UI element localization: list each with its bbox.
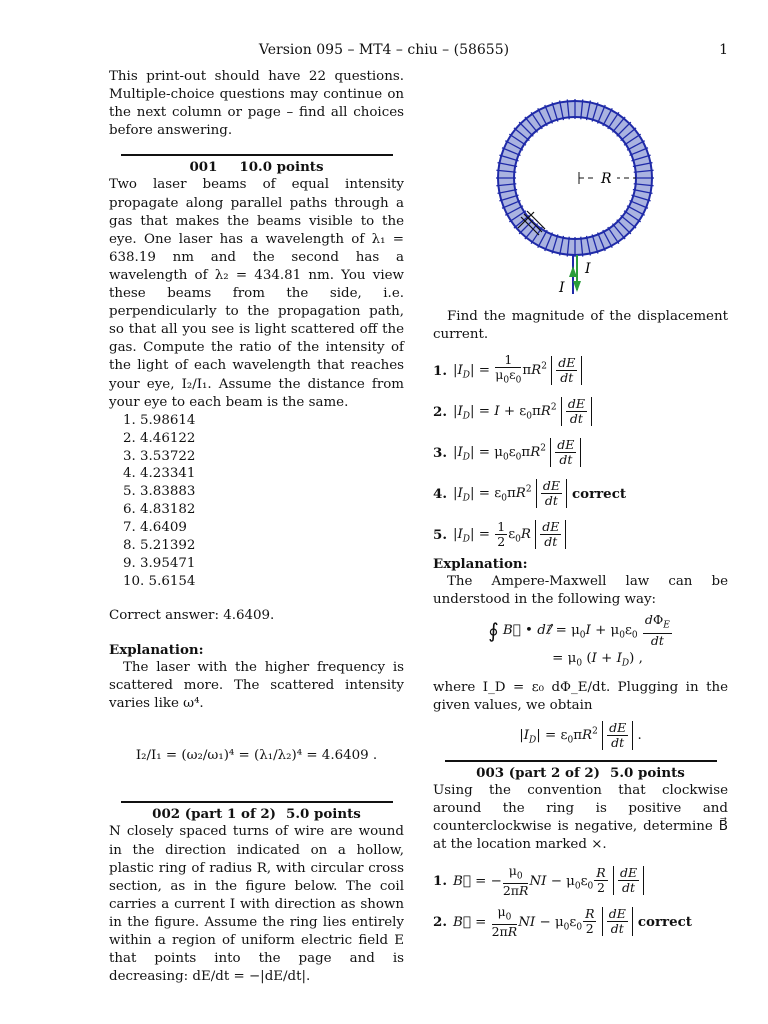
q001-choice[interactable]: 10. 5.6154 xyxy=(123,573,196,589)
correct-badge: correct xyxy=(571,485,627,502)
q001-points: 10.0 points xyxy=(239,159,324,176)
left-column xyxy=(109,68,404,986)
q003-body: Using the convention that clockwise around the ring is positive and counterclockwise is negative, determine B⃗ at the location marked ×. xyxy=(433,782,728,853)
q001-body: Two laser beams of equal intensity propagate along parallel paths through a gas that makes the beams visible to the eye. One laser has a wavelength of λ₁ = 638.19 nm and the second has a wavelength of λ₂ = 434.81 nm. You view these beams from the side, i.e. perpendicularly to the propagation path, so that all you see is light scattered off the gas. Compute the ratio of the intensity of the light of each wavelength that reaches your eye, I₂/I₁. Assume the distance from your eye to each beam is the same. xyxy=(109,177,404,410)
q002-choice-5[interactable]: 5. $|I_D|$ = $\frac{1}{2}$ $\varepsilon_0R$ $\frac{dE}{dt}$ xyxy=(433,514,728,555)
header-title: Version 095 – MT4 – chiu – (58655) xyxy=(258,42,510,58)
q003-choice-2[interactable]: 2. B⃗ = $\frac{\mu_0}{2\pi R}$ NI − $\mu_0\varepsilon_0$ $\frac{R}{2}$ $\frac{dE}{dt}$ correct xyxy=(433,903,692,940)
q002-choice-3[interactable]: 3. $|I_D| = \mu_0\varepsilon_0\pi R^2$ $\frac{dE}{dt}$ xyxy=(433,432,728,473)
q002-explanation-label: Explanation: xyxy=(433,556,528,573)
q001-choice[interactable]: 8. 5.21392 xyxy=(123,538,196,554)
right-column xyxy=(433,68,728,942)
question-divider xyxy=(121,154,393,156)
page-header xyxy=(0,42,768,62)
question-divider xyxy=(121,801,393,803)
question-divider xyxy=(445,760,717,762)
q003-points: 5.0 points xyxy=(610,764,685,781)
q002-number: 002 (part 1 of 2) xyxy=(152,806,277,823)
q001-choice[interactable]: 1. 5.98614 xyxy=(123,412,196,428)
correct-badge: correct xyxy=(637,913,692,930)
current-arrow-down-icon xyxy=(573,281,581,292)
coil-ring-figure xyxy=(433,68,728,298)
q002-points: 5.0 points xyxy=(286,806,361,823)
q001-choice[interactable]: 4. 4.23341 xyxy=(123,466,196,482)
q001-choice[interactable]: 7. 4.6409 xyxy=(123,520,187,536)
q002-choice-4[interactable]: 4. $|I_D| = \varepsilon_0\pi R^2$ $\frac{dE}{dt}$ correct xyxy=(433,478,627,509)
q003-heading xyxy=(433,764,728,782)
q002-prompt: Find the magnitude of the displacement current. xyxy=(433,309,728,343)
q001-result-equation: I₂/I₁ = (ω₂/ω₁)⁴ = (λ₁/λ₂)⁴ = 4.6409 . xyxy=(135,748,378,764)
q001-number: 001 xyxy=(189,159,218,176)
intro-text: This print-out should have 22 questions. Multiple-choice questions may continue on the next column or page – find all choices before answering. xyxy=(109,69,404,139)
q001-choice[interactable]: 9. 3.95471 xyxy=(123,555,196,571)
q003-number: 003 (part 2 of 2) xyxy=(476,764,601,781)
q001-explanation: The laser with the higher frequency is scattered more. The scattered intensity varies like ω⁴. xyxy=(109,659,404,712)
ampere-maxwell-equation: ∮ B⃗ • dℓ⃗ = $\mu_0I + \mu_0\varepsilon_0$ $\frac{d\Phi_E}{dt}$ = $\mu_0$ $(I + I_D)$ , xyxy=(488,612,670,669)
page-number: 1 xyxy=(719,42,728,58)
current-arrow-up-icon xyxy=(569,266,577,277)
q002-heading xyxy=(109,805,404,823)
q001-heading xyxy=(109,158,404,176)
q002-body: N closely spaced turns of wire are wound in the direction indicated on a hollow, plastic ring of radius R, with circular cross section, as in the figure below. The coil carries a current I with direction as shown in the figure. Assume the ring lies entirely within a region of uniform electric field E that points into the page and is decreasing: dE/dt = −|dE/dt|. xyxy=(109,824,404,985)
radius-label: R xyxy=(601,171,612,187)
q003-choice-1[interactable]: 1. B⃗ = − $\frac{\mu_0}{2\pi R}$ NI − $\mu_0\varepsilon_0$ $\frac{R}{2}$ $\frac{dE}{dt}$ xyxy=(433,860,728,901)
q001-choice[interactable]: 3. 3.53722 xyxy=(123,448,196,464)
q002-explanation: The Ampere-Maxwell law can be understood in the following way: xyxy=(433,574,728,608)
current-label-bottom: I xyxy=(559,280,565,296)
q001-choice[interactable]: 2. 4.46122 xyxy=(123,430,196,446)
q002-where-text: where I_D = ε₀ dΦ_E/dt. Plugging in the given values, we obtain xyxy=(433,679,728,713)
current-label-top: I xyxy=(585,261,591,277)
q001-explanation-label: Explanation: xyxy=(109,641,204,658)
q002-choice-2[interactable]: 2. $|I_D| = I + \varepsilon_0\pi R^2$ $\frac{dE}{dt}$ xyxy=(433,391,728,432)
q002-choice-1[interactable]: 1. $|I_D|$ = $\frac{1}{\mu_0\varepsilon_0}$ $\pi R^2$ $\frac{dE}{dt}$ xyxy=(433,350,728,391)
q001-choice[interactable]: 6. 4.83182 xyxy=(123,502,196,518)
q001-choice[interactable]: 5. 3.83883 xyxy=(123,484,196,500)
coil-ring-diagram xyxy=(433,68,728,298)
q002-final-equation: $|I_D| = \varepsilon_0\pi R^2$ $\frac{dE}{dt}$ . xyxy=(519,719,642,750)
q001-choices xyxy=(109,412,404,591)
q001-correct-answer: Correct answer: 4.6409. xyxy=(109,607,275,623)
